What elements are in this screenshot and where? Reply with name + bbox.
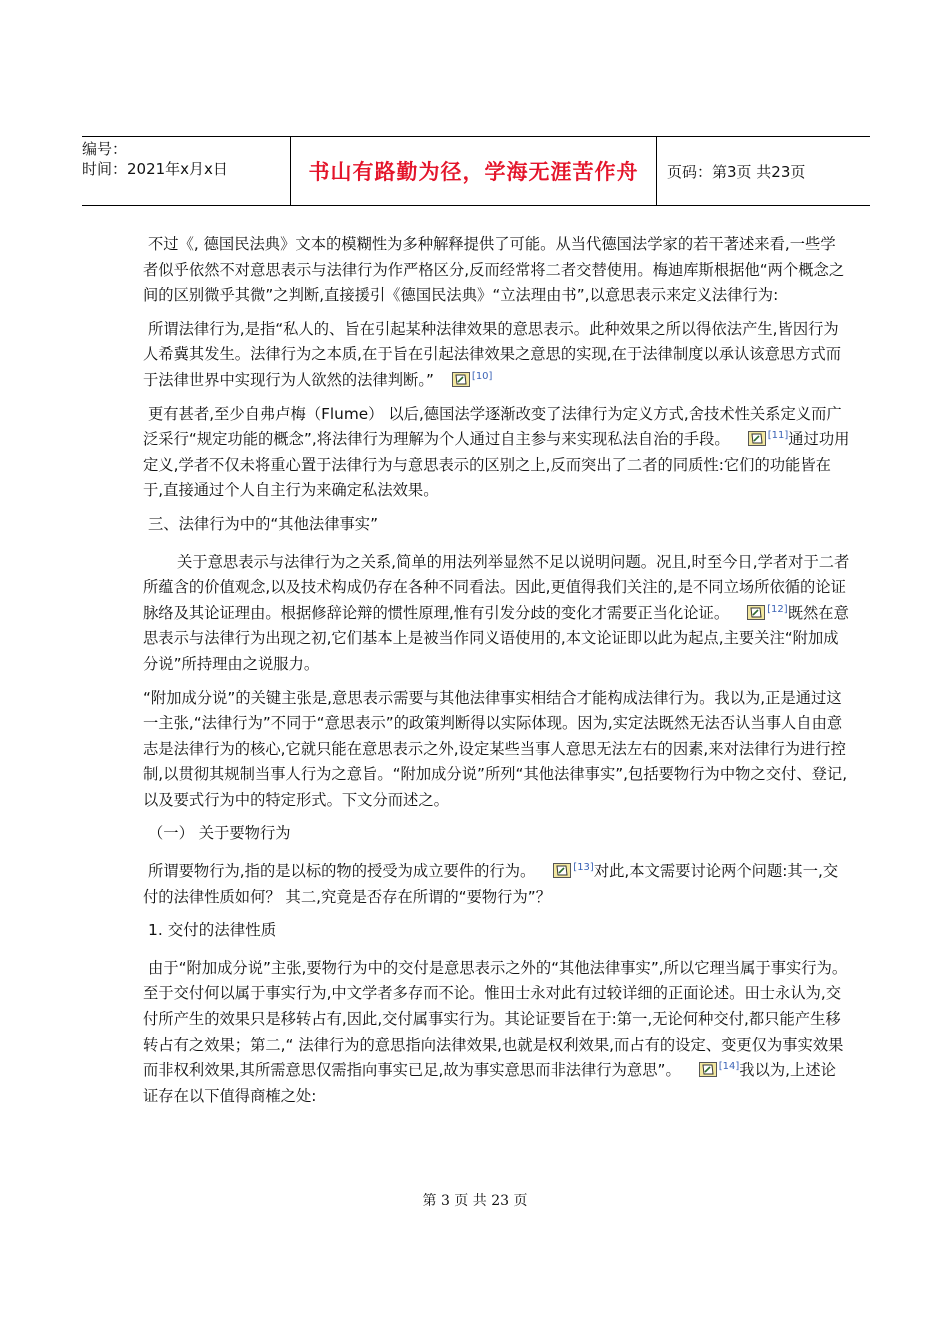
paragraph: 关于意思表示与法律行为之关系,简单的用法列举显然不足以说明问题。况且,时至今日,学者对于二者所蕴含的价值观念,以及技术构成仍存在各种不同看法。因此,更值得我们关注的,是不同立场所依循的论证脉络及其论证理由。根据修辞论辩的惯性原理,惟有引发分歧的变化才需要正当化论证。 [12]既然在意思表示与法律行为出现之初,它们基本上是被当作同义语使用的,本文论证即以此为起点,主要关注“附加成分说”所持理由之说服力。 xyxy=(143,552,850,673)
paragraph: “附加成分说”的关键主张是,意思表示需要与其他法律事实相结合才能构成法律行为。我以为,正是通过这一主张,“法律行为”不同于“意思表示”的政策判断得以实际体现。因为,实定法既然无法否认当事人自由意志是法律行为的核心,它就只能在意思表示之外,设定某些当事人意思无法左右的因素,来对法律行为进行控制,以贯彻其规制当事人行为之意旨。“附加成分说”所列“其他法律事实”,包括要物行为中物之交付、登记,以及要式行为中的特定形式。下文分而述之。 xyxy=(143,688,848,809)
paragraph: 不过《, 德国民法典》文本的模糊性为多种解释提供了可能。从当代德国法学家的若干著述来看,一些学者似乎依然不对意思表示与法律行为作严格区分,反而经常将二者交替使用。梅迪库斯根据他“两个概念之间的区别微乎其微”之判断,直接援引《德国民法典》“立法理由书”,以意思表示来定义法律行为: xyxy=(143,235,845,305)
number-label: 编号： xyxy=(82,140,128,158)
header-left-cell xyxy=(82,137,290,205)
page-header xyxy=(82,136,870,206)
subsection-heading: （一） 关于要物行为 xyxy=(148,824,291,843)
note-icon[interactable] xyxy=(699,1062,717,1077)
paragraph: 更有甚者,至少自弗卢梅（Flume） 以后,德国法学逐渐改变了法律行为定义方式,舍技术性关系定义而广泛采行“规定功能的概念”,将法律行为理解为个人通过自主参与来实现私法自治的手段。 [11]通过功用定义,学者不仅未将重心置于法律行为与意思表示的区别之上,反而突出了二者的同质性:它们的功能皆在于,直接通过个人自主行为来确定私法效果。 xyxy=(143,404,850,500)
document-body xyxy=(143,232,850,1117)
page-label: 页码：第3页 共23页 xyxy=(667,162,806,181)
motto: 书山有路勤为径，学海无涯苦作舟 xyxy=(290,137,657,205)
footnote-ref[interactable]: [10] xyxy=(471,370,493,382)
footnote-ref[interactable]: [14] xyxy=(718,1061,740,1073)
note-icon[interactable] xyxy=(553,863,571,878)
note-icon[interactable] xyxy=(747,605,765,620)
note-icon[interactable] xyxy=(748,431,766,446)
footnote-ref[interactable]: [12] xyxy=(767,603,788,615)
paragraph: 由于“附加成分说”主张,要物行为中的交付是意思表示之外的“其他法律事实”,所以它理当属于事实行为。至于交付何以属于事实行为,中文学者多存而不论。惟田士永对此有过较详细的正面论述。田士永认为,交付所产生的效果只是移转占有,因此,交付属事实行为。其论证要旨在于:第一,无论何种交付,都只能产生移转占有之效果；第二,“ 法律行为的意思指向法律效果,也就是权利效果,而占有的设定、变更仅为事实效果而非权利效果,其所需意思仅需指向事实已足,故为事实意思而非法律行为意思”。 [14]我以为,上述论证存在以下值得商榷之处: xyxy=(143,958,848,1105)
footnote-ref[interactable]: [13] xyxy=(573,862,594,874)
note-icon[interactable] xyxy=(452,372,470,387)
footnote-ref[interactable]: [11] xyxy=(767,430,789,442)
page-footer: 第 3 页 共 23 页 xyxy=(422,1193,528,1209)
paragraph: 所谓法律行为,是指“私人的、旨在引起某种法律效果的意思表示。此种效果之所以得依法产生,皆因行为人希冀其发生。法律行为之本质,在于旨在引起法律效果之意思的实现,在于法律制度以承认该意思方式而于法律世界中实现行为人欲然的法律判断。” [10] xyxy=(143,319,842,389)
sub-heading: 1. 交付的法律性质 xyxy=(148,921,277,940)
section-heading: 三、法律行为中的“其他法律事实” xyxy=(148,514,379,533)
time-label: 时间：2021年x月x日 xyxy=(82,160,228,178)
paragraph: 所谓要物行为,指的是以标的物的授受为成立要件的行为。 [13]对此,本文需要讨论两个问题:其一,交付的法律性质如何？ 其二,究竟是否存在所谓的“要物行为”？ xyxy=(143,862,839,906)
